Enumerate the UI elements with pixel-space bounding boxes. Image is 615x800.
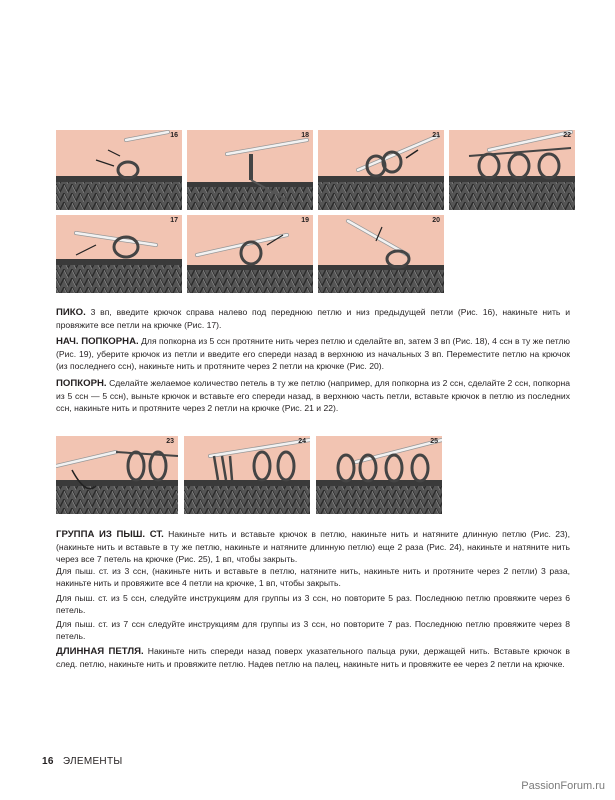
figure-25: [316, 436, 442, 514]
figure-16: [56, 130, 182, 210]
figure-number: 20: [432, 217, 440, 224]
p3-paragraph: Для пыш. ст. из 7 ссн следуйте инструкциям для группы из 3 ссн, но повторите 7 раз. Последнюю петлю провяжите через 8 петель.: [56, 619, 570, 641]
figure-19: [187, 215, 313, 293]
figure-number: 23: [166, 438, 174, 445]
figure-20: [318, 215, 444, 293]
page-footer: [42, 756, 123, 767]
p1-paragraph: Для пыш. ст. из 3 ссн, (накиньте нить и вставьте в петлю, натяните нить, накиньте нить и протяните через 2 петли) 3 раза, накиньте нить и провяжите все 4 петли на крючке, 1 вп, чтобы закрыть.: [56, 566, 570, 588]
popkorn-text: Сделайте желаемое количество петель в ту же петлю (например, для попкорна из 2 ссн, сделайте 2 ссн, попкорна из 5 ссн — 5 ссн), выньте крючок и вставьте его спереди назад, в верхнюю часть петли, вставьте крючок в петлю из последних ссн, накиньте нить и протяните через 2 петли на крючке (Рис. 21 и 22).: [56, 378, 570, 413]
figure-17: [56, 215, 182, 293]
gruppa-title: ГРУППА ИЗ ПЫШ. СТ.: [56, 529, 164, 540]
figure-number: 18: [301, 132, 309, 139]
nach-popkorna-title: НАЧ. ПОПКОРНА.: [56, 336, 139, 347]
figure-number: 19: [301, 217, 309, 224]
dlinnaya-title: ДЛИННАЯ ПЕТЛЯ.: [56, 646, 144, 657]
nach-popkorna-text: Для попкорна из 5 ссн протяните нить через петлю и сделайте вп, затем 3 вп (Рис. 18), 4 ссн в ту же петлю (Рис. 19), уберите крючок из петли и введите его спереди назад в верхнюю из начальных 3 вп. Переместите петлю на крючок (из последнего ссн), накиньте нить и протяните через 2 петли на крючке (Рис. 20).: [56, 336, 571, 371]
figure-22: [449, 130, 575, 210]
dlinnaya-paragraph: [56, 645, 570, 670]
figure-18: [187, 130, 313, 210]
nach-popkorna-paragraph: [56, 335, 570, 372]
figure-number: 17: [170, 217, 178, 224]
piko-title: ПИКО.: [56, 307, 86, 318]
figure-number: 21: [432, 132, 440, 139]
figure-number: 22: [563, 132, 571, 139]
dlinnaya-text: Накиньте нить спереди назад поверх указательного пальца руки, держащей нить. Вставьте крючок в след. петлю, накиньте нить и провяжите петлю. Надев петлю на палец, накиньте нить и провяжите ее через 2 петли на крючке.: [56, 646, 570, 669]
figure-21: [318, 130, 444, 210]
figure-23: [56, 436, 178, 514]
popkorn-paragraph: [56, 377, 570, 414]
section-name: ЭЛЕМЕНТЫ: [62, 756, 123, 767]
piko-paragraph: [56, 306, 570, 331]
popkorn-title: ПОПКОРН.: [56, 378, 107, 389]
page-number: 16: [42, 756, 54, 767]
p2-paragraph: Для пыш. ст. из 5 ссн, следуйте инструкциям для группы из 3 ссн, но повторите 5 раз. Последнюю петлю провяжите через 6 петель.: [56, 593, 570, 615]
figure-number: 25: [430, 438, 438, 445]
figure-number: 24: [298, 438, 306, 445]
figure-24: [184, 436, 310, 514]
gruppa-paragraph: [56, 528, 570, 565]
gruppa-text: Накиньте нить и вставьте крючок в петлю, накиньте нить и натяните длинную петлю (Рис. 23), (накиньте нить и вставьте в ту же петлю, накиньте и натяните длинную петлю) еще 2 раза (Рис. 24), накиньте и натяните нить через все 7 петель на крючке (Рис. 25), 1 вп, чтобы закрыть.: [56, 529, 571, 564]
figure-number: 16: [170, 132, 178, 139]
piko-text: 3 вп, введите крючок справа налево под переднюю петлю и низ предыдущей петли (Рис. 16), накиньте нить и провяжите все петли на крючке (Рис. 17).: [56, 307, 570, 330]
watermark: PassionForum.ru: [521, 780, 605, 792]
